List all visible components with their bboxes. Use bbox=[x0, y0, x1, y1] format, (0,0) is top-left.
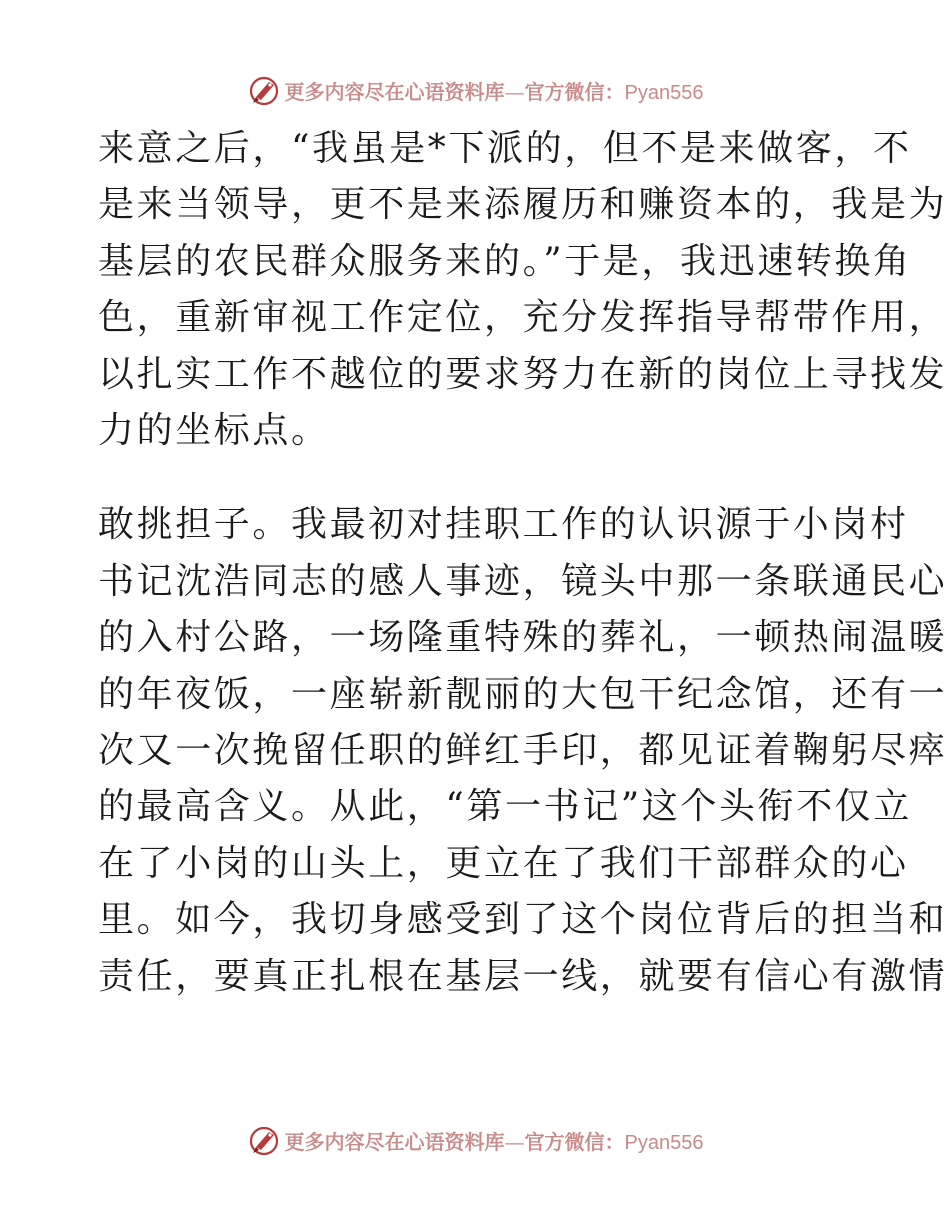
text-line: 的年夜饭，一座崭新靓丽的大包干纪念馆，还有一 bbox=[98, 673, 948, 715]
watermark-dash: — bbox=[504, 1129, 525, 1154]
watermark-wechat-label: 官方微信： bbox=[524, 1129, 625, 1154]
header-watermark bbox=[0, 70, 950, 110]
pen-nib-logo-icon bbox=[247, 1123, 281, 1157]
text-line: 的最高含义。从此，“第一书记”这个头衔不仅立 bbox=[98, 786, 913, 828]
text-line: 色，重新审视工作定位，充分发挥指导帮带作用， bbox=[98, 297, 948, 339]
text-line: 基层的农民群众服务来的。”于是，我迅速转换角 bbox=[98, 240, 912, 282]
pen-nib-logo-icon bbox=[247, 73, 281, 107]
text-line: 里。如今，我切身感受到了这个岗位背后的担当和 bbox=[98, 899, 948, 941]
watermark-site: 更多内容尽在心语资料库 bbox=[284, 1129, 505, 1154]
text-line: 是来当领导，更不是来添履历和赚资本的，我是为 bbox=[98, 184, 948, 226]
text-line: 以扎实工作不越位的要求努力在新的岗位上寻找发 bbox=[98, 353, 948, 395]
text-line: 敢挑担子。我最初对挂职工作的认识源于小岗村 bbox=[98, 504, 909, 546]
watermark-wechat-id: Pyan556 bbox=[624, 81, 704, 104]
watermark-wechat-id: Pyan556 bbox=[624, 1131, 704, 1154]
document-body bbox=[98, 121, 948, 1005]
text-line: 来意之后，“我虽是*下派的，但不是来做客，不 bbox=[98, 128, 912, 169]
footer-watermark bbox=[0, 1120, 950, 1160]
watermark-text bbox=[285, 76, 704, 105]
watermark-site: 更多内容尽在心语资料库 bbox=[284, 79, 505, 104]
paragraph-1 bbox=[98, 121, 948, 459]
text-line: 书记沈浩同志的感人事迹，镜头中那一条联通民心 bbox=[98, 560, 948, 602]
text-line: 次又一次挽留任职的鲜红手印，都见证着鞠躬尽瘁 bbox=[98, 730, 948, 772]
text-line: 的入村公路，一场隆重特殊的葬礼，一顿热闹温暖 bbox=[98, 617, 948, 659]
text-line: 力的坐标点。 bbox=[98, 410, 330, 452]
text-line: 在了小岗的山头上，更立在了我们干部群众的心 bbox=[98, 842, 909, 884]
watermark-dash: — bbox=[504, 79, 525, 104]
text-line: 责任，要真正扎根在基层一线，就要有信心有激情 bbox=[98, 955, 948, 997]
paragraph-2 bbox=[98, 497, 948, 1005]
watermark-wechat-label: 官方微信： bbox=[524, 79, 625, 104]
watermark-text bbox=[285, 1126, 704, 1155]
